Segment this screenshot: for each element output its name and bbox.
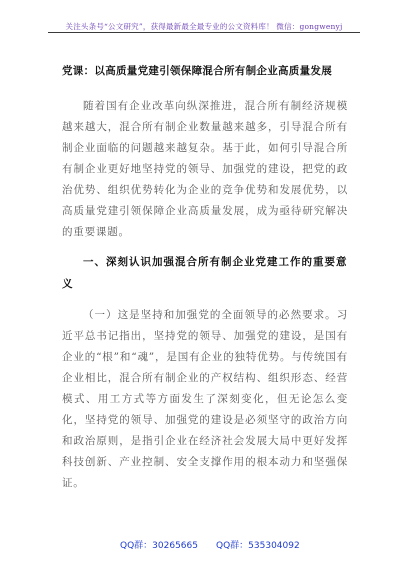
section-heading: 一、深刻认识加强混合所有制企业党建工作的重要意义 xyxy=(62,256,348,290)
page-header xyxy=(0,14,408,33)
section-paragraph: （一）这是坚持和加强党的全面领导的必然要求。习近平总书记指出，坚持党的领导、加强党的建设，是国有企业的“根”和“魂”，是国有企业的独特优势。与传统国有企业相比，混合所有制企业的产权结构、组织形态、经营模式、用工方式等方面发生了深刻变化，但无论怎么变化，坚持党的领导、加强党的建设是必须坚守的政治方向和政治原则，是指引企业在经济社会发展大局中更好发挥科技创新、产业控制、安全支撑作用的根本动力和坚强保证。 xyxy=(62,309,348,489)
header-divider xyxy=(48,32,360,33)
document-title: 党课：以高质量党建引领保障混合所有制企业高质量发展 xyxy=(62,65,332,77)
header-notice: 关注头条号“公文研究”，获得最新最全最专业的公文资料库！ 微信：gongwenyj xyxy=(65,22,343,31)
intro-paragraph: 随着国有企业改革向纵深推进，混合所有制经济规模越来越大，混合所有制企业数量越来越多，引导混合所有制企业面临的问题越来越复杂。基于此，如何引导混合所有制企业更好地坚持党的领导、加强党的建设，把党的政治优势、组织优势转化为企业的竞争优势和发展优势，以高质量党建引领保障企业高质量发展，成为亟待研究解决的重要课题。 xyxy=(62,100,348,238)
document-body xyxy=(62,60,348,494)
footer-qq-group-1: QQ群：30265665 xyxy=(120,541,198,551)
footer-qq-group-2: QQ群：535304092 xyxy=(216,541,300,551)
